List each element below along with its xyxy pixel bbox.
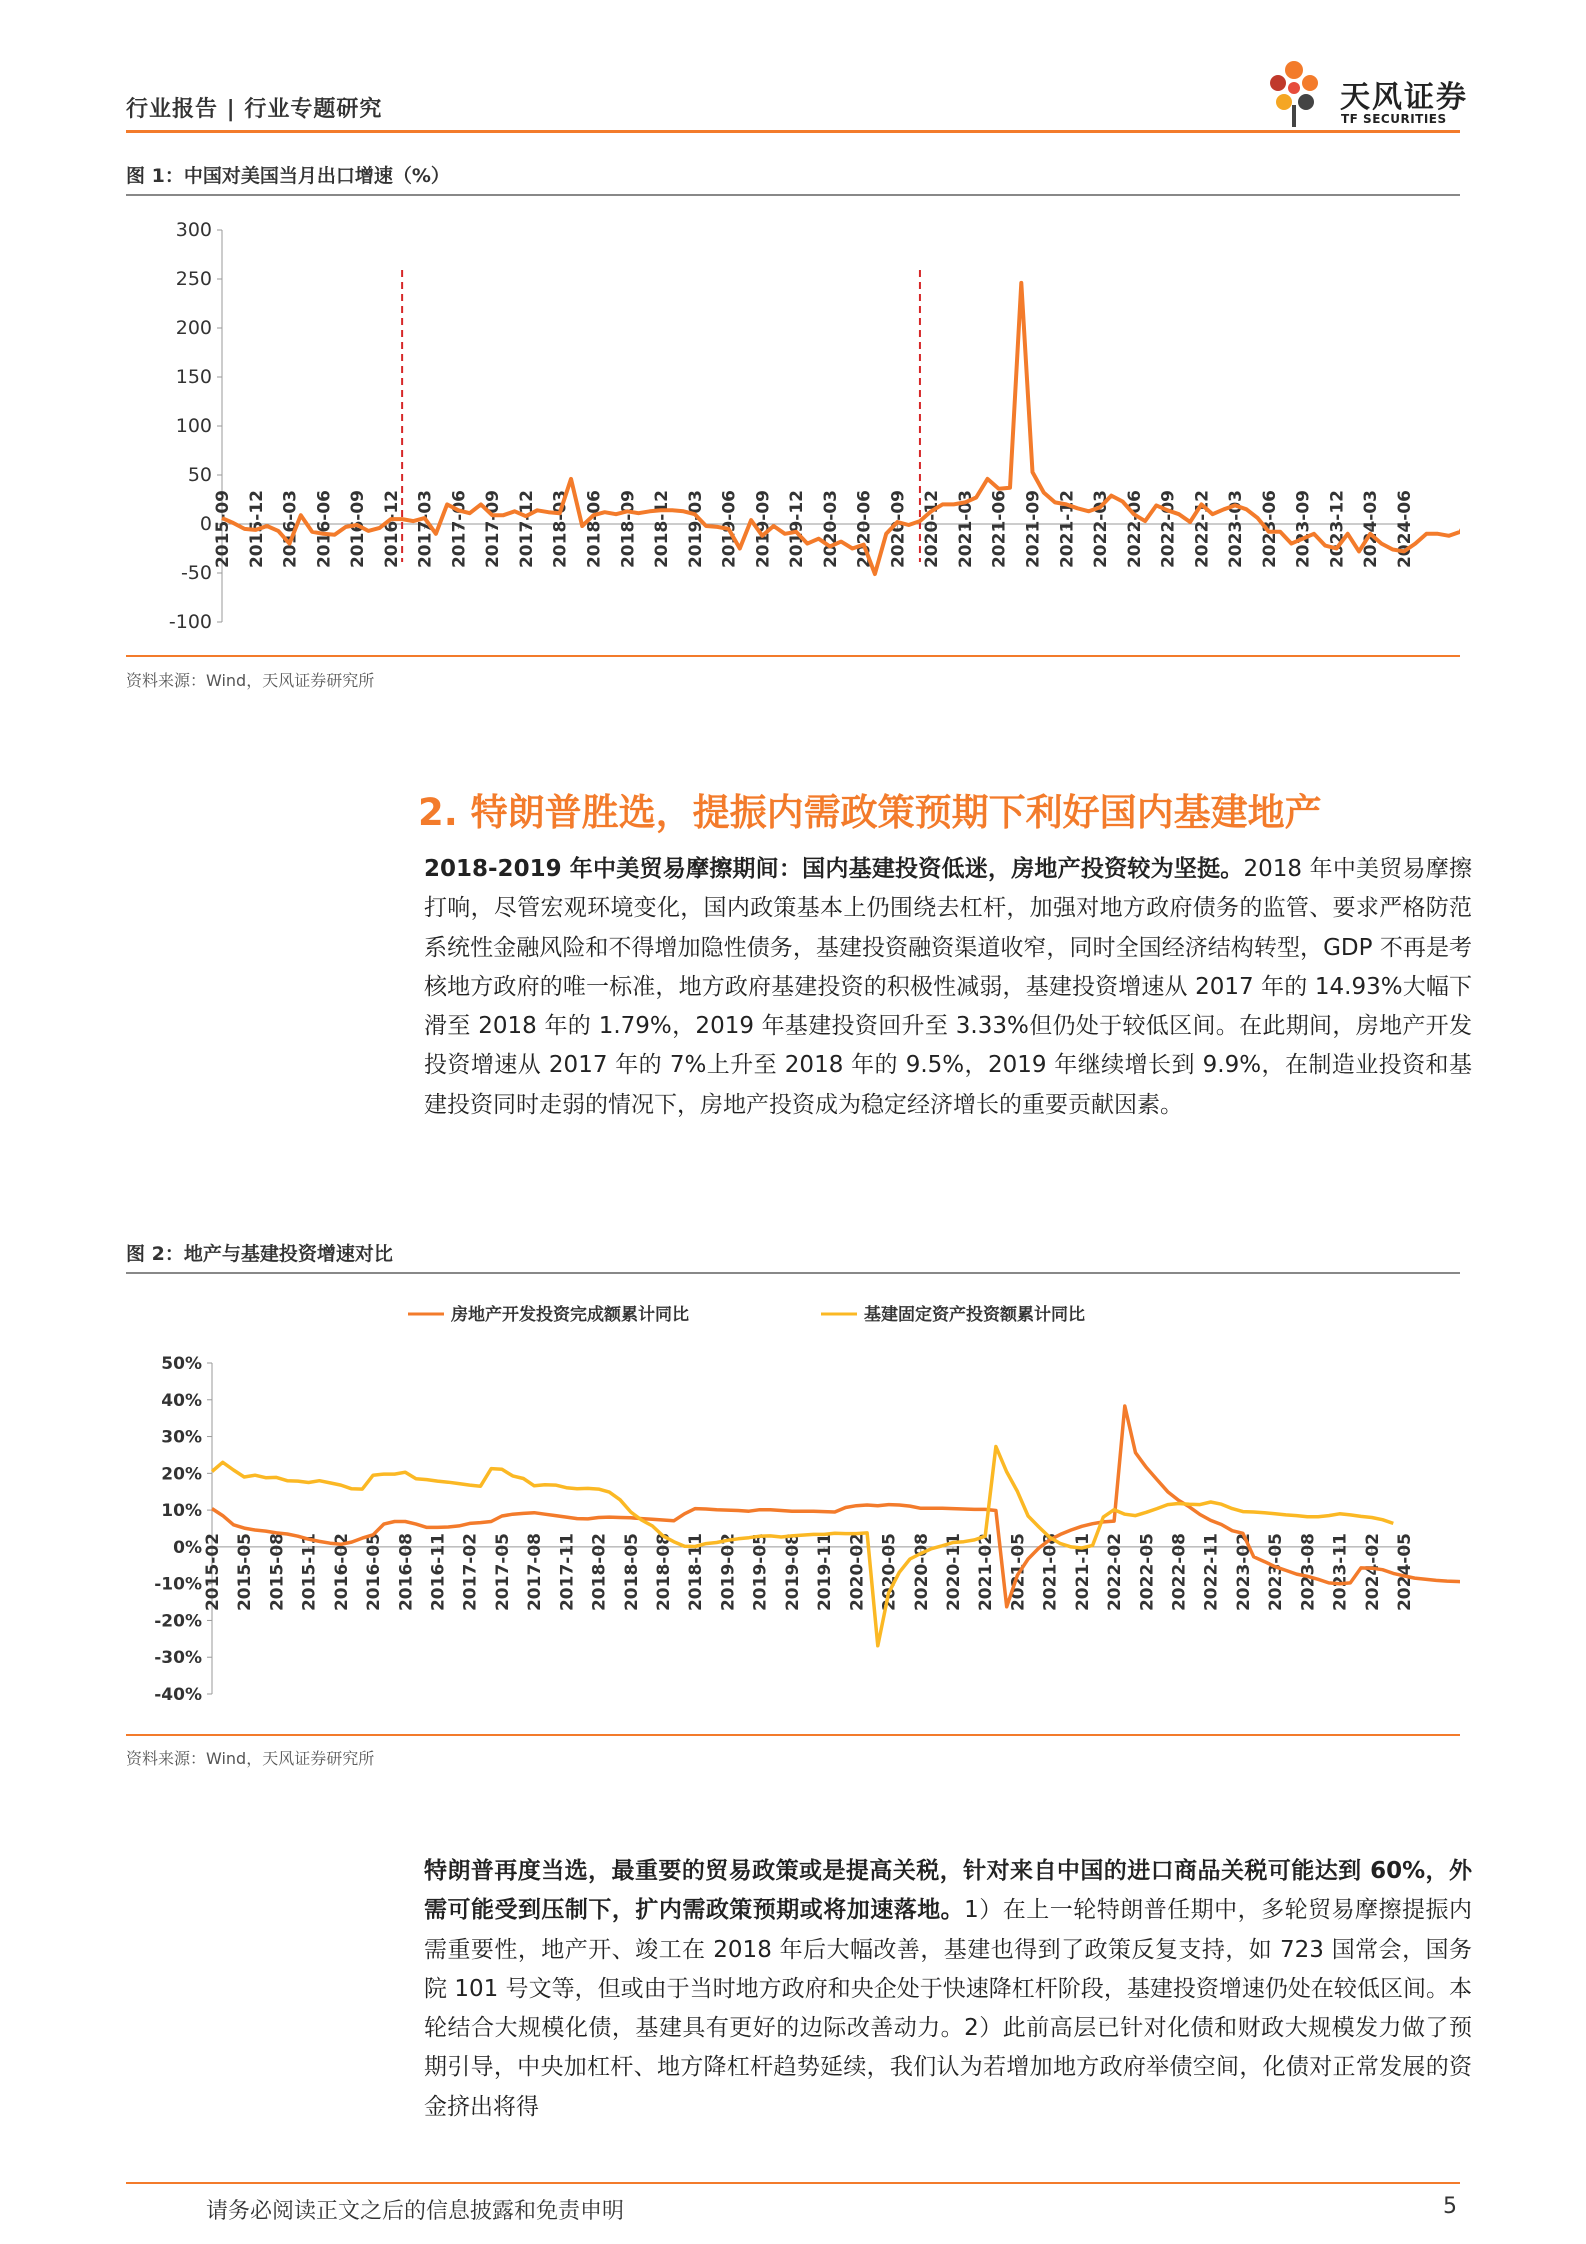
x-tick-label: 2020-05 <box>879 1533 900 1612</box>
y-tick-label: 0 <box>199 513 212 535</box>
x-tick-label: 2015-09 <box>213 490 233 569</box>
figure-2-bottom-rule <box>126 1734 1460 1736</box>
x-tick-label: 2017-02 <box>460 1533 481 1612</box>
x-tick-label: 2020-03 <box>820 490 841 569</box>
x-tick-label: 2024-02 <box>1362 1533 1383 1612</box>
legend-label-infra: 基建固定资产投资额累计同比 <box>864 1305 1085 1325</box>
logo-text-cn: 天风证券 <box>1340 80 1468 115</box>
x-tick-label: 2019-12 <box>787 490 808 569</box>
paragraph-1-body: 2018 年中美贸易摩擦打响，尽管宏观环境变化，国内政策基本上仍围绕去杠杆，加强对地方政府债务的监管、要求严格防范系统性金融风险和不得增加隐性债务，基建投资融资渠道收窄，同时全国经济结构转型，GDP 不再是考核地方政府的唯一标准，地方政府基建投资的积极性减弱，基建投资增速从 2017 年的 14.93%大幅下滑至 2018 年的 1.79%，2019 年基建投资回升至 3.33%但仍处于较低区间。在此期间，房地产开发投资增速从 2017 年的 7%上升至 2018 年的 9.5%，2019 年继续增长到 9.9%，在制造业投资和基建投资同时走弱的情况下，房地产投资成为稳定经济增长的重要贡献因素。 <box>424 856 1472 1118</box>
x-tick-label: 2018-08 <box>654 1533 675 1612</box>
x-tick-label: 2022-05 <box>1137 1533 1158 1612</box>
x-tick-label: 2019-02 <box>718 1533 739 1612</box>
x-tick-label: 2021-06 <box>989 490 1010 569</box>
x-tick-label: 2016-12 <box>381 490 402 569</box>
figure-2-source: 资料来源：Wind，天风证券研究所 <box>126 1749 375 1768</box>
x-tick-label: 2018-05 <box>621 1533 642 1612</box>
y-tick-label: -100 <box>168 611 212 633</box>
x-tick-label: 2022-08 <box>1169 1533 1190 1612</box>
x-tick-label: 2019-03 <box>685 490 706 569</box>
section-heading: 2. 特朗普胜选，提振内需政策预期下利好国内基建地产 <box>418 791 1322 834</box>
series-line-1 <box>222 283 1460 574</box>
paragraph-2-body: 1）在上一轮特朗普任期中，多轮贸易摩擦提振内需重要性，地产开、竣工在 2018 年后大幅改善，基建也得到了政策反复支持，如 723 国常会，国务院 101 号文等，但或由于当时地方政府和央企处于快速降杠杆阶段，基建投资增速仍处在较低区间。本轮结合大规模化债，基建具有更好的边际改善动力。2）此前高层已针对化债和财政大规模发力做了预期引导，中央加杠杆、地方降杠杆趋势延续，我们认为若增加地方政府举债空间，化债对正常发展的资金挤出将得 <box>424 1897 1472 2120</box>
x-tick-label: 2023-09 <box>1293 490 1314 569</box>
chart-2-legend <box>408 1304 1085 1325</box>
x-tick-label: 2016-11 <box>428 1533 449 1612</box>
figure-1-source: 资料来源：Wind，天风证券研究所 <box>126 671 375 690</box>
x-tick-label: 2018-11 <box>686 1533 707 1612</box>
figure-1-bottom-rule <box>126 655 1460 657</box>
x-tick-label: 2023-05 <box>1266 1533 1287 1612</box>
x-tick-label: 2015-02 <box>203 1533 223 1612</box>
x-tick-label: 2017-09 <box>483 490 504 569</box>
x-tick-label: 2017-12 <box>516 490 537 569</box>
paragraph-2-lead: 特朗普再度当选，最重要的贸易政策或是提高关税，针对来自中国的进口商品关税可能达到 60%，外需可能受到压制下，扩内需政策预期或将加速落地。 <box>424 1858 1472 1924</box>
figure-2-title: 图 2：地产与基建投资增速对比 <box>126 1243 393 1265</box>
x-tick-label: 2022-06 <box>1124 490 1145 569</box>
x-tick-label: 2019-11 <box>815 1533 836 1612</box>
page-number: 5 <box>1443 2194 1457 2219</box>
y-tick-label: -10% <box>154 1574 202 1595</box>
x-tick-label: 2023-12 <box>1327 490 1348 569</box>
x-tick-label: 2024-05 <box>1395 1533 1415 1612</box>
y-tick-label: 300 <box>175 219 212 241</box>
x-tick-label: 2021-02 <box>976 1533 997 1612</box>
x-tick-label: 2016-02 <box>331 1533 352 1612</box>
chart-1-export-growth <box>126 200 1460 640</box>
x-tick-label: 2019-08 <box>782 1533 803 1612</box>
x-tick-label: 2015-05 <box>235 1533 256 1612</box>
y-tick-label: 40% <box>161 1390 202 1411</box>
x-tick-label: 2024-03 <box>1361 490 1382 569</box>
x-tick-label: 2023-02 <box>1233 1533 1254 1612</box>
y-tick-label: -40% <box>154 1685 202 1705</box>
x-tick-label: 2022-03 <box>1091 490 1112 569</box>
y-tick-label: -30% <box>154 1648 202 1669</box>
x-tick-label: 2020-12 <box>922 490 943 569</box>
report-category: 行业报告 | 行业专题研究 <box>126 97 383 122</box>
x-tick-label: 2017-03 <box>415 490 436 569</box>
footer-disclaimer: 请务必阅读正文之后的信息披露和免责申明 <box>206 2199 625 2224</box>
x-tick-label: 2016-08 <box>396 1533 417 1612</box>
x-tick-label: 2021-09 <box>1023 490 1044 569</box>
x-tick-label: 2017-06 <box>449 490 470 569</box>
y-tick-label: 200 <box>175 317 212 339</box>
x-tick-label: 2017-08 <box>525 1533 546 1612</box>
y-tick-label: 0% <box>173 1537 202 1558</box>
y-tick-label: 150 <box>175 366 212 388</box>
paragraph-2 <box>424 1852 1472 2127</box>
x-tick-label: 2019-09 <box>753 490 774 569</box>
x-tick-label: 2021-11 <box>1072 1533 1093 1612</box>
y-tick-label: 50 <box>187 464 212 486</box>
x-tick-label: 2018-12 <box>652 490 673 569</box>
x-tick-label: 2020-02 <box>847 1533 868 1612</box>
x-tick-label: 2021-03 <box>955 490 976 569</box>
x-tick-label: 2016-06 <box>314 490 335 569</box>
x-tick-label: 2017-11 <box>557 1533 578 1612</box>
x-tick-label: 2017-05 <box>492 1533 513 1612</box>
x-tick-label: 2015-11 <box>299 1533 320 1612</box>
x-tick-label: 2021-12 <box>1057 489 1078 569</box>
x-tick-label: 2024-06 <box>1395 490 1415 569</box>
y-tick-label: 30% <box>161 1427 202 1448</box>
paragraph-1 <box>424 850 1472 1125</box>
x-tick-label: 2016-03 <box>280 490 301 569</box>
footer-divider <box>126 2182 1460 2184</box>
y-tick-label: 10% <box>161 1501 202 1522</box>
x-tick-label: 2021-05 <box>1008 1533 1029 1612</box>
x-tick-label: 2023-11 <box>1330 1533 1351 1612</box>
y-tick-label: 250 <box>175 268 212 290</box>
x-tick-label: 2020-11 <box>943 1533 964 1612</box>
x-tick-label: 2015-12 <box>246 490 267 569</box>
x-tick-label: 2022-11 <box>1201 1533 1222 1612</box>
figure-1-top-rule <box>126 194 1460 196</box>
x-tick-label: 2018-02 <box>589 1533 610 1612</box>
chart-2-property-infra-investment <box>126 1278 1460 1738</box>
x-tick-label: 2018-06 <box>584 490 605 569</box>
x-tick-label: 2018-09 <box>618 490 639 569</box>
paragraph-1-lead: 2018-2019 年中美贸易摩擦期间：国内基建投资低迷，房地产投资较为坚挺。 <box>424 856 1244 882</box>
x-tick-label: 2022-02 <box>1105 1533 1126 1612</box>
x-tick-label: 2018-03 <box>550 490 571 569</box>
x-tick-label: 2020-08 <box>911 1533 932 1612</box>
y-tick-label: -50 <box>180 562 212 584</box>
x-tick-label: 2019-05 <box>750 1533 771 1612</box>
x-tick-label: 2021-08 <box>1040 1533 1061 1612</box>
legend-label-property: 房地产开发投资完成额累计同比 <box>451 1305 689 1325</box>
y-tick-label: 100 <box>175 415 212 437</box>
y-tick-label: -20% <box>154 1611 202 1632</box>
x-tick-label: 2016-05 <box>364 1533 385 1612</box>
figure-2-top-rule <box>126 1272 1460 1274</box>
x-tick-label: 2020-09 <box>888 490 909 569</box>
x-tick-label: 2016-09 <box>348 490 369 569</box>
x-tick-label: 2022-09 <box>1158 490 1179 569</box>
y-tick-label: 20% <box>161 1464 202 1485</box>
x-tick-label: 2020-06 <box>854 490 875 569</box>
x-tick-label: 2023-06 <box>1259 490 1280 569</box>
x-tick-label: 2015-08 <box>267 1533 288 1612</box>
y-tick-label: 50% <box>161 1354 202 1374</box>
flower-icon <box>1270 61 1318 127</box>
logo-text-en: TF SECURITIES <box>1341 112 1447 126</box>
x-tick-label: 2023-08 <box>1298 1533 1319 1612</box>
x-tick-label: 2023-03 <box>1226 490 1247 569</box>
x-tick-label: 2019-06 <box>719 490 740 569</box>
figure-1-title: 图 1：中国对美国当月出口增速（%） <box>126 165 450 187</box>
x-tick-label: 2022-12 <box>1192 490 1213 569</box>
